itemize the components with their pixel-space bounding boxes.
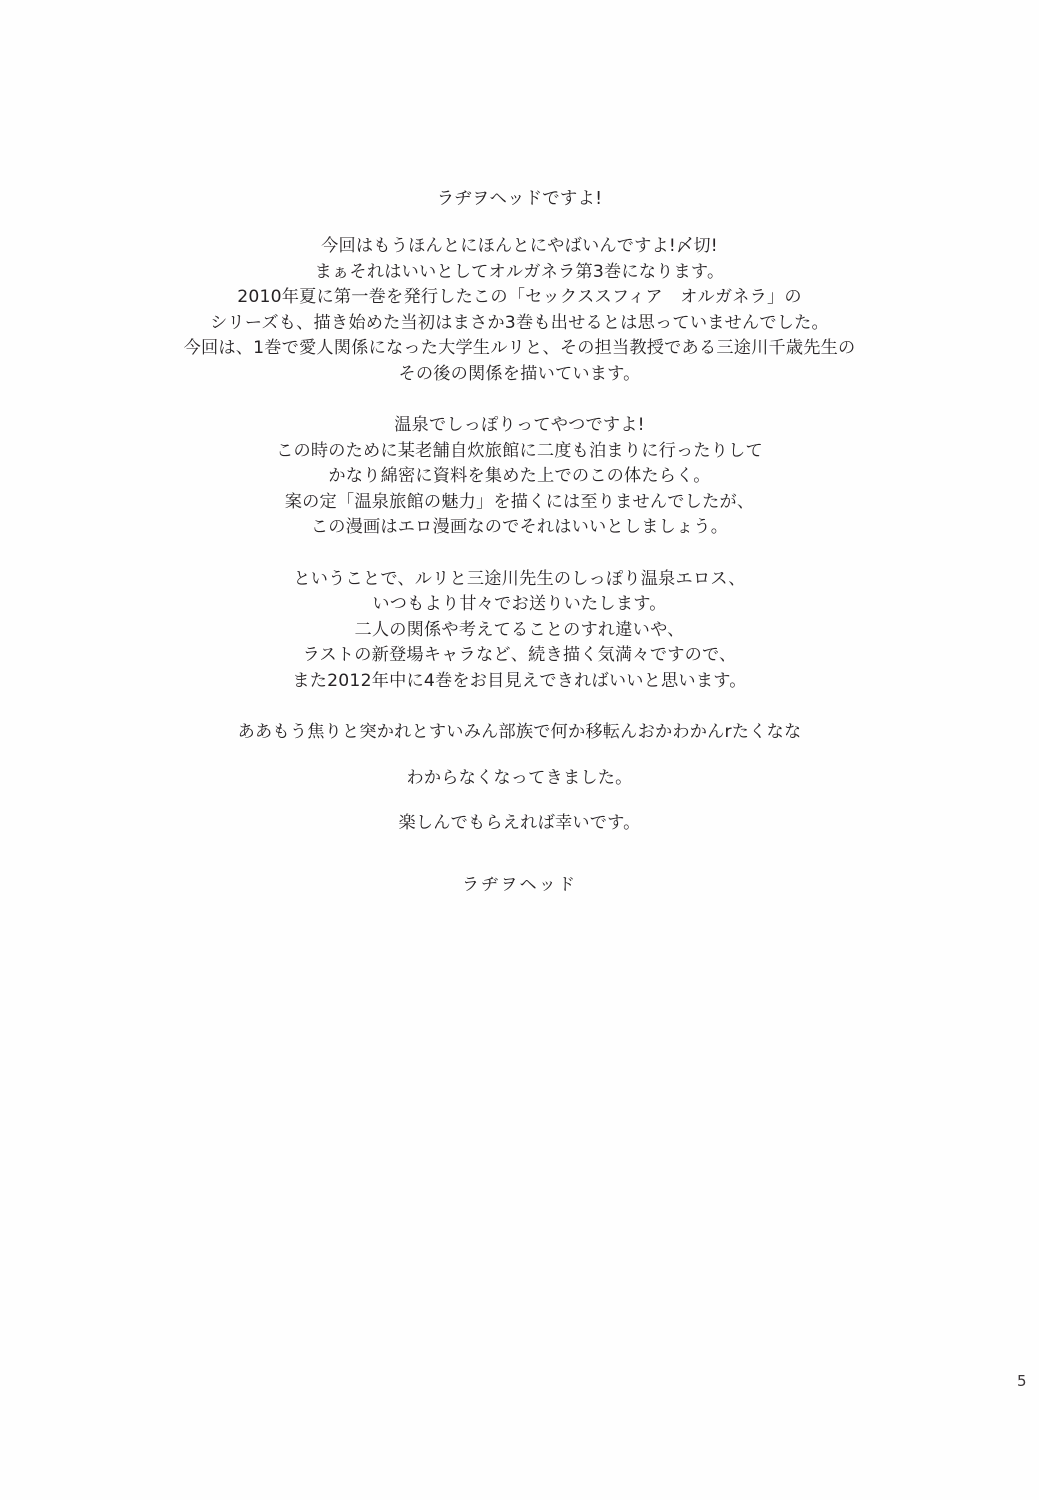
- afterword-title-block: [0, 186, 1039, 212]
- afterword-signature-block: [0, 873, 1039, 899]
- afterword-line: この漫画はエロ漫画なのでそれはいいとしましょう。: [310, 517, 729, 537]
- afterword-line: ということで、ルリと三途川先生のしっぽり温泉エロス、: [293, 568, 746, 589]
- afterword-paragraph: [0, 413, 1039, 541]
- page-number: 5: [1016, 1372, 1027, 1390]
- afterword-line: 温泉でしっぽりってやつですよ!: [394, 415, 645, 435]
- afterword-line: シリーズも、描き始めた当初はまさか3巻も出せるとは思っていませんでした。: [210, 312, 829, 333]
- afterword-line: 二人の関係や考えてることのすれ違いや、: [354, 619, 685, 640]
- afterword-line: 2010年夏に第一巻を発行したこの「セックススフィア オルガネラ」の: [237, 287, 802, 307]
- afterword-line: 今回はもうほんとにほんとにやばいんですよ!〆切!: [321, 236, 718, 256]
- afterword-line: まぁそれはいいとしてオルガネラ第3巻になります。: [314, 261, 725, 282]
- afterword-line: 楽しんでもらえれば幸いです。: [398, 813, 641, 833]
- afterword-paragraph: [0, 720, 1039, 746]
- afterword-line: かなり綿密に資料を集めた上でのこの体たらく。: [328, 466, 711, 486]
- afterword-paragraph: [0, 567, 1039, 695]
- afterword-paragraph: [0, 811, 1039, 837]
- afterword-paragraph: [0, 234, 1039, 387]
- afterword-line: また2012年中に4巻をお目見えできればいいと思います。: [292, 670, 747, 691]
- afterword-line: その後の関係を描いています。: [398, 363, 641, 384]
- afterword-line: この時のために某老舗自炊旅館に二度も泊まりに行ったりして: [276, 440, 763, 461]
- afterword-line: 今回は、1巻で愛人関係になった大学生ルリと、その担当教授である三途川千歳先生の: [183, 338, 856, 358]
- afterword-line: いつもより甘々でお送りいたします。: [372, 594, 667, 614]
- afterword-title: ラヂヲヘッドですよ!: [436, 189, 603, 209]
- afterword-signature: ラヂヲヘッド: [461, 874, 578, 895]
- afterword-paragraph: [0, 766, 1039, 792]
- afterword-line: 案の定「温泉旅館の魅力」を描くには至りませんでしたが、: [284, 491, 755, 512]
- afterword-line: ラストの新登場キャラなど、続き描く気満々ですので、: [302, 645, 737, 665]
- afterword-line: わからなくなってきました。: [406, 767, 633, 788]
- afterword-line: ああもう焦りと突かれとすいみん部族で何か移転んおかわかんrたくなな: [237, 722, 802, 742]
- afterword-body: [0, 186, 1039, 924]
